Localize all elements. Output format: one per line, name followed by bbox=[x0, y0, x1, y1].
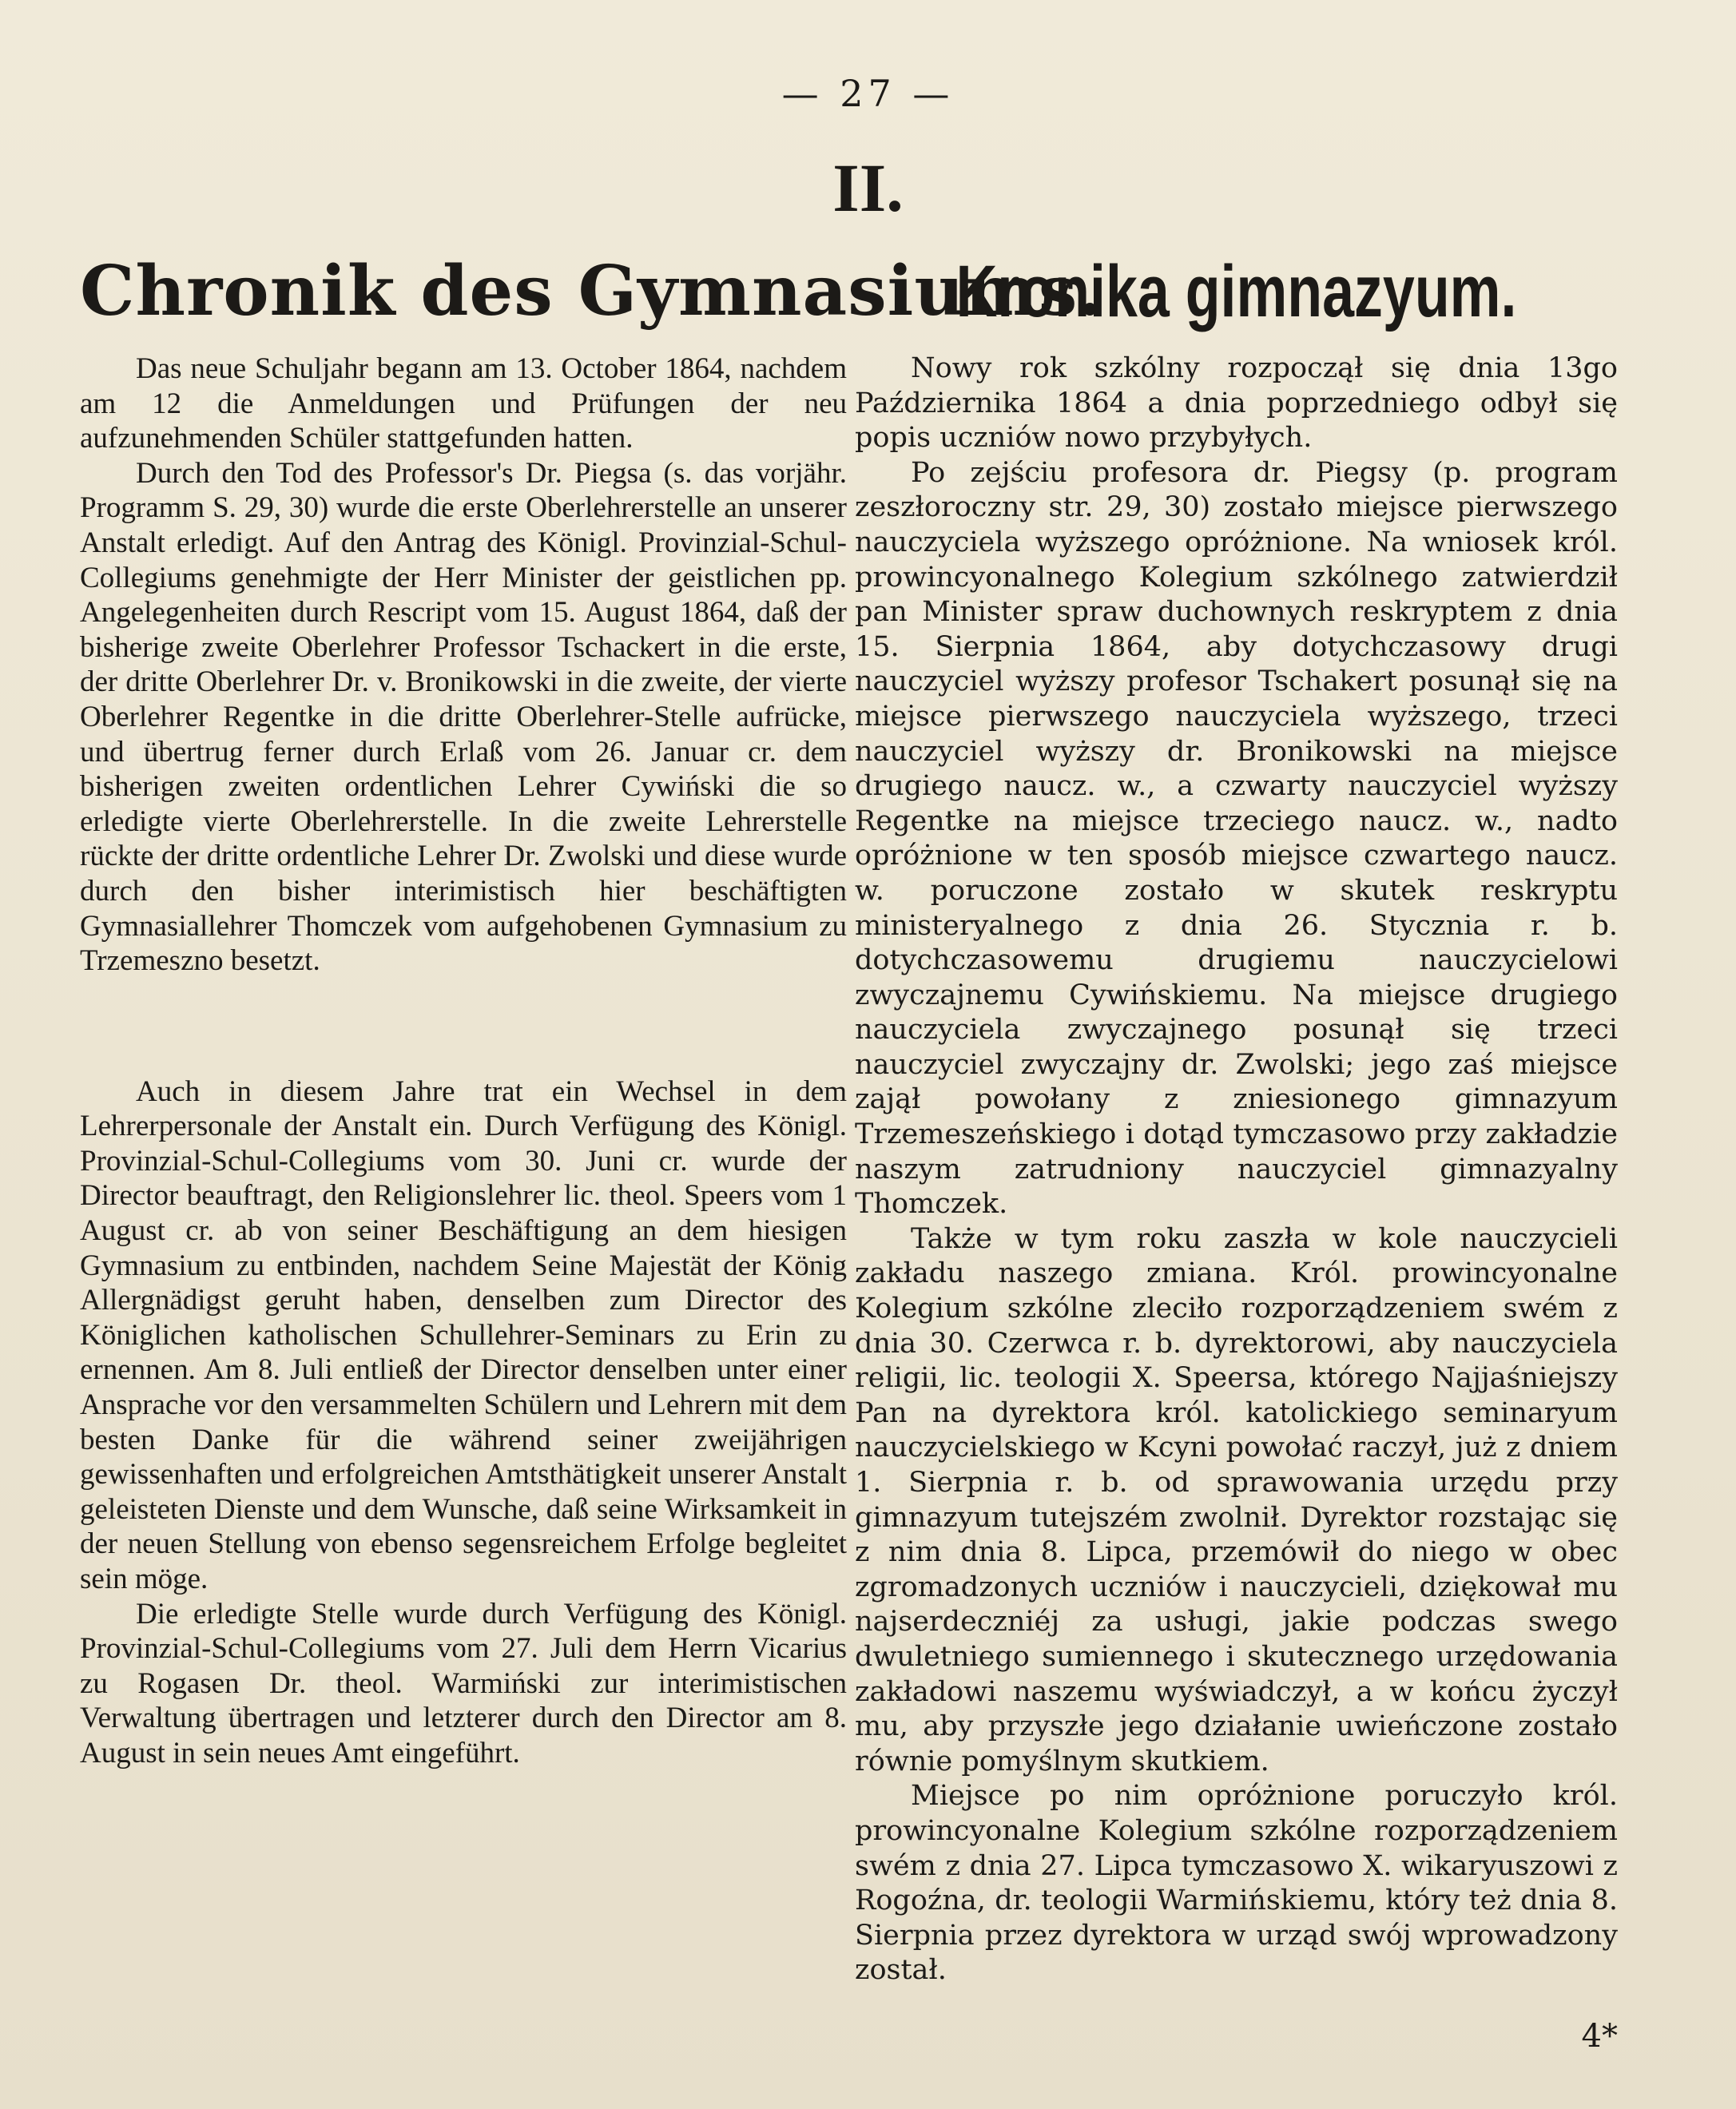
polish-title: Kronika gimnazyum. bbox=[955, 251, 1517, 332]
sheet-signature: 4* bbox=[1581, 2018, 1618, 2055]
polish-paragraph-2: Po zejściu profesora dr. Piegsy (p. program zeszłoroczny str. 29, 30) zostało miejsce pierwszego nauczyciela wyższego opróżnione. Na wniosek król. prowincyonalnego Kolegium szkólnego zatwierdził pan Minister spraw duchownych reskryptem z dnia 15. Sierpnia 1864, aby dotychczasowy drugi nauczyciel wyższy profesor Tschakert posunął się na miejsce pierwszego nauczyciela wyższego, trzeci nauczyciel wyższy dr. Bronikowski na miejsce drugiego naucz. w., a czwarty nauczyciel wyższy Regentke na miejsce trzeciego naucz. w., nadto opróżnione w ten sposób miejsce czwartego naucz. w. poruczone zostało w skutek reskryptu ministeryalnego z dnia 26. Stycznia r. b. dotychczasowemu drugiemu nauczycielowi zwyczajnemu Cywińskiemu. Na miejsce drugiego nauczyciela zwyczajnego posunął się trzeci nauczyciel zwyczajny dr. Zwolski; jego zaś miejsce zajął powołany z zniesionego gimnazyum Trzemeszeńskiego i dotąd tymczasowo przy zakładzie naszym zatrudniony nauczyciel gimnazyalny Thomczek. bbox=[855, 456, 1618, 1221]
german-paragraph-4: Die erledigte Stelle wurde durch Verfügung des Königl. Provinzial-Schul-Collegiums vom 27. Juli dem Herrn Vicarius zu Rogasen Dr. theol. Warmiński zur interimistischen Verwaltung übertragen und letzterer durch den Director am 8. August in sein neues Amt eingeführt. bbox=[80, 1597, 847, 1769]
polish-paragraph-3: Także w tym roku zaszła w kole nauczycieli zakładu naszego zmiana. Król. prowincyonalne Kolegium szkólne zleciło rozporządzeniem swém z dnia 30. Czerwca r. b. dyrektorowi, aby nauczyciela religii, lic. teologii X. Speersa, którego Najjaśniejszy Pan na dyrektora król. katolickiego seminaryum nauczycielskiego w Kcyni powołać raczył, już z dniem 1. Sierpnia r. b. od sprawowania urzędu przy gimnazyum tutejszém zwolnił. Dyrektor rozstając się z nim dnia 8. Lipca, przemówił do niego w obec zgromadzonych uczniów i nauczycieli, dziękował mu najserdeczniéj za usługi, jakie podczas swego dwuletniego sumiennego i skutecznego urzędowania zakładowi naszemu wyświadczył, a w końcu życzył mu, aby przyszłe jego działanie uwieńczone zostało równie pomyślnym skutkiem. bbox=[855, 1222, 1618, 1777]
german-paragraph-2: Durch den Tod des Professor's Dr. Piegsa (s. das vorjähr. Programm S. 29, 30) wurde die erste Oberlehrerstelle an unserer Anstalt erledigt. Auf den Antrag des Königl. Provinzial-Schul-Collegiums genehmigte der Herr Minister der geistlichen pp. Angelegenheiten durch Rescript vom 15. August 1864, daß der bisherige zweite Oberlehrer Professor Tschackert in die erste, der dritte Oberlehrer Dr. v. Bronikowski in die zweite, der vierte Oberlehrer Regentke in die dritte Oberlehrer-Stelle aufrücke, und übertrug ferner durch Erlaß vom 26. Januar cr. dem bisherigen zweiten ordentlichen Lehrer Cywiński die so erledigte vierte Oberlehrerstelle. In die zweite Lehrerstelle rückte der dritte ordentliche Lehrer Dr. Zwolski und diese wurde durch den bisher interimistisch hier beschäftigten Gymnasiallehrer Thomczek vom aufgehobenen Gymnasium zu Trzemeszno besetzt. bbox=[80, 456, 847, 978]
german-title: Chronik des Gymnasiums. bbox=[80, 251, 1103, 332]
section-number: II. bbox=[832, 149, 904, 226]
polish-paragraph-4: Miejsce po nim opróżnione poruczyło król. prowincyonalne Kolegium szkólne rozporządzeniem swém z dnia 27. Lipca tymczasowo X. wikaryuszowi z Rogoźna, dr. teologii Warmińskiemu, który też dnia 8. Sierpnia przez dyrektora w urząd swój wprowadzony został. bbox=[855, 1780, 1618, 1987]
page-number: — 27 — bbox=[781, 72, 955, 115]
german-column bbox=[80, 240, 1103, 1771]
german-paragraph-3: Auch in diesem Jahre trat ein Wechsel in dem Lehrerpersonale der Anstalt ein. Durch Verfügung des Königl. Provinzial-Schul-Collegiums vom 30. Juni cr. wurde der Director beauftragt, den Religionslehrer lic. theol. Speers vom 1 August cr. ab von seiner Beschäftigung an dem hiesigen Gymnasium zu entbinden, nachdem Seine Majestät der König Allergnädigst geruht haben, denselben zum Director des Königlichen katholischen Schullehrer-Seminars zu Erin zu ernennen. Am 8. Juli entließ der Director denselben unter einer Ansprache vor den versammelten Schülern und Lehrern mit dem besten Danke für die während seiner zweijährigen gewissenhaften und erfolgreichen Amtsthätigkeit unserer Anstalt geleisteten Dienste und dem Wunsche, daß seine Wirksamkeit in der neuen Stellung von ebenso segensreichem Erfolge begleitet sein möge. bbox=[80, 1074, 847, 1595]
german-paragraph-1: Das neue Schuljahr begann am 13. October 1864, nachdem am 12 die Anmeldungen und Prüfungen der neu aufzunehmenden Schüler stattgefunden hatten. bbox=[80, 352, 847, 455]
polish-column bbox=[855, 240, 1618, 1988]
polish-paragraph-1: Nowy rok szkólny rozpoczął się dnia 13go Października 1864 a dnia poprzedniego odbył się popis uczniów nowo przybyłych. bbox=[855, 352, 1618, 455]
paragraph-gap bbox=[80, 979, 847, 1074]
